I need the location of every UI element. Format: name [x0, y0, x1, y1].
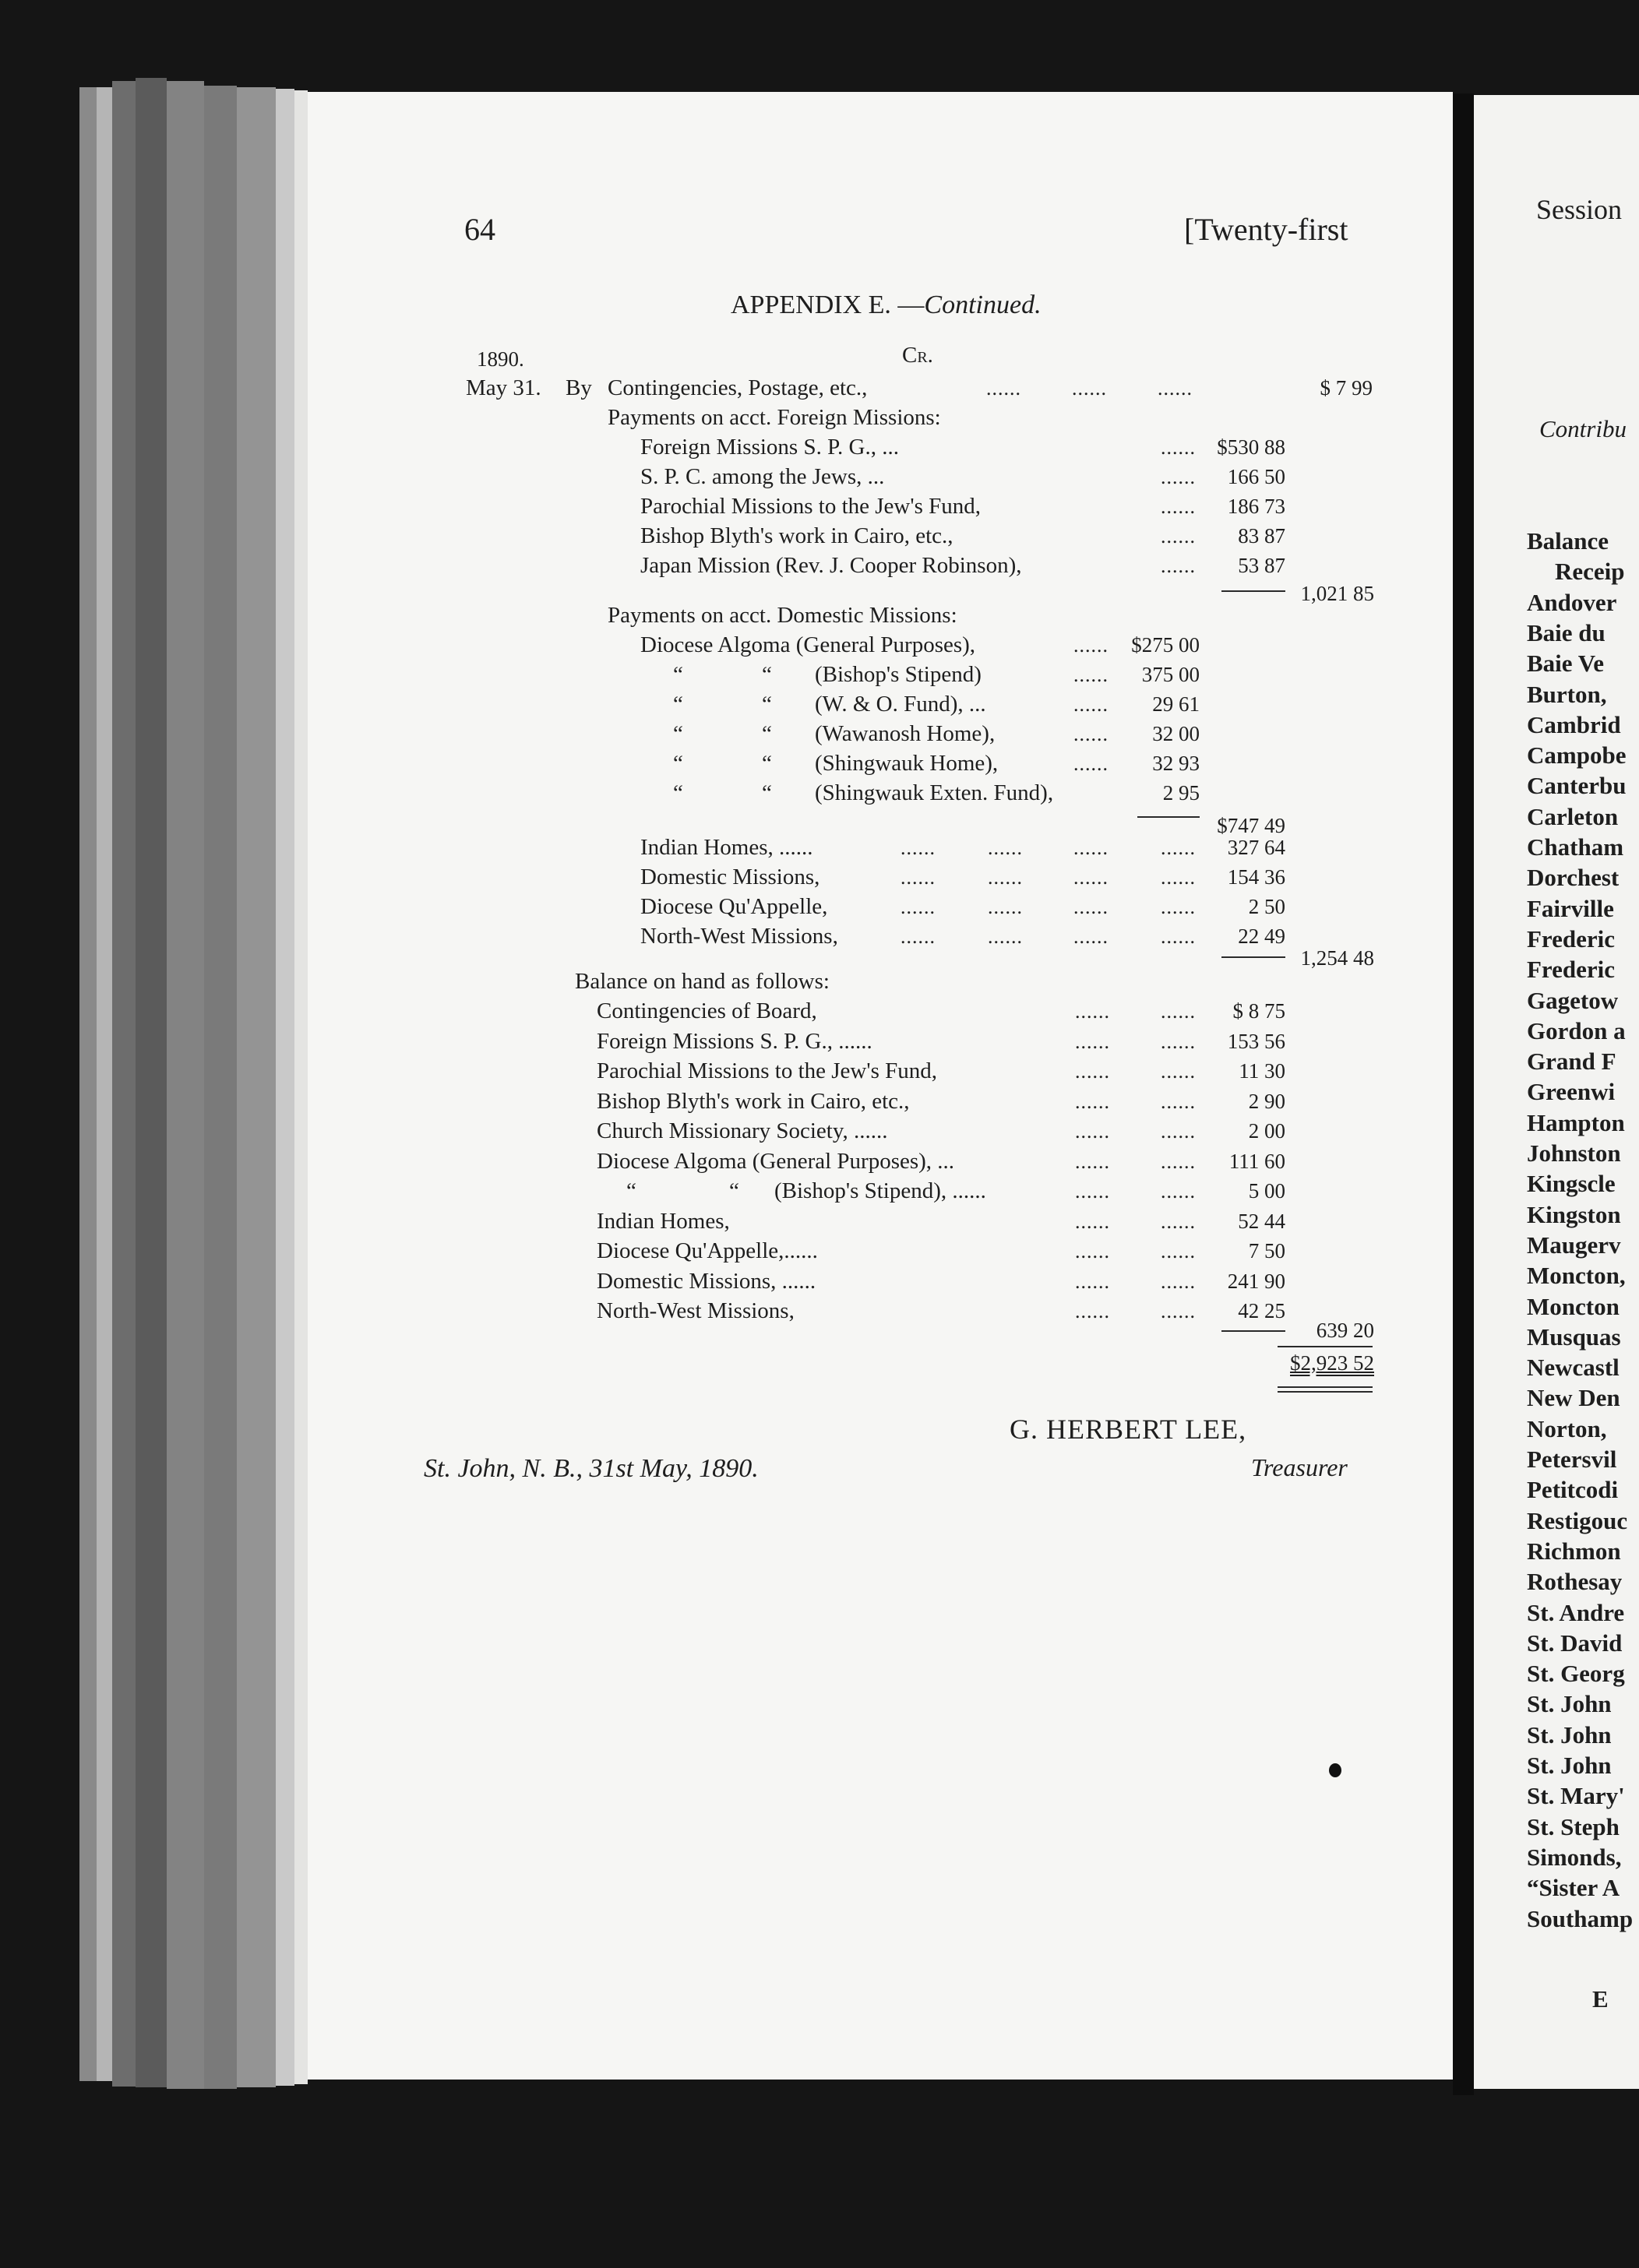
page-number: 64: [464, 212, 495, 247]
algoma-item-amount: 32 93: [1152, 752, 1200, 775]
balance-item-amount: 5 00: [1248, 1179, 1285, 1203]
right-page-line: Chatham: [1527, 833, 1624, 861]
right-page-line: Moncton,: [1527, 1262, 1626, 1290]
right-page-line: Cambrid: [1527, 710, 1621, 738]
algoma-item-amount: 2 95: [1162, 781, 1200, 805]
leader-dots: ......: [1158, 377, 1193, 400]
right-page-line: Kingscle: [1527, 1170, 1616, 1198]
page-edge: [276, 89, 294, 2086]
right-page-line: Petersvil: [1527, 1446, 1617, 1473]
leader-dots: ......: [1075, 1060, 1110, 1083]
domestic-item-label: Domestic Missions,: [640, 865, 820, 889]
algoma-item-label: (Wawanosh Home),: [815, 721, 996, 746]
treasurer-name: G. HERBERT LEE,: [1010, 1414, 1247, 1445]
balance-item-amount: 42 25: [1238, 1299, 1285, 1322]
right-page-line: St. Andre: [1527, 1598, 1625, 1626]
leader-dots: ......: [1075, 1300, 1110, 1322]
leader-dots: ......: [1075, 1120, 1110, 1143]
balance-item-amount: 241 90: [1227, 1269, 1285, 1293]
balance-item-amount: $ 8 75: [1232, 999, 1285, 1023]
entry-by: By: [566, 375, 592, 400]
leader-dots: ......: [1073, 664, 1109, 686]
right-page-line: “Sister A: [1527, 1874, 1620, 1902]
right-page-line: Dorchest: [1527, 864, 1620, 892]
right-italic-heading: Contribu: [1539, 415, 1627, 442]
balance-item-amount: 11 30: [1239, 1059, 1285, 1083]
ink-spot: [1329, 1763, 1341, 1777]
page-edge: [204, 86, 237, 2089]
right-page-line: Norton,: [1527, 1414, 1607, 1442]
right-page-line: Baie du: [1527, 618, 1606, 646]
leader-dots: ......: [1161, 1240, 1196, 1263]
ditto-mark: “: [762, 662, 772, 687]
algoma-item-amount: $275 00: [1131, 633, 1200, 657]
ditto-mark: “: [673, 780, 683, 805]
leader-dots: ......: [901, 896, 936, 918]
right-page-line: St. John: [1527, 1752, 1612, 1779]
right-page-line: Frederic: [1527, 924, 1616, 953]
right-page-line: St. Georg: [1527, 1660, 1625, 1688]
leader-dots: ......: [1161, 1270, 1196, 1293]
right-page-line: Southamp: [1527, 1904, 1634, 1932]
balance-heading: Balance on hand as follows:: [575, 969, 830, 994]
domestic-item-amount: 327 64: [1227, 836, 1285, 859]
balance-item-label: Bishop Blyth's work in Cairo, etc.,: [597, 1088, 910, 1114]
leader-dots: ......: [1073, 896, 1109, 918]
leader-dots: ......: [1072, 377, 1107, 400]
balance-item-amount: 2 90: [1248, 1089, 1285, 1113]
algoma-item-amount: 29 61: [1152, 692, 1200, 716]
leader-dots: ......: [1161, 525, 1196, 548]
leader-dots: ......: [1161, 1090, 1196, 1113]
page-edge: [294, 90, 308, 2084]
balance-item-label: Foreign Missions S. P. G., ......: [597, 1028, 872, 1054]
right-page-line: Newcastl: [1527, 1354, 1620, 1382]
right-page-line: Campobe: [1527, 741, 1627, 770]
foreign-item-label: Bishop Blyth's work in Cairo, etc.,: [640, 523, 953, 548]
right-page-line: Greenwi: [1527, 1078, 1616, 1106]
balance-item-label: Church Missionary Society, ......: [597, 1118, 888, 1143]
foreign-heading: Payments on acct. Foreign Missions:: [608, 405, 941, 430]
domestic-item-label: North-West Missions,: [640, 924, 838, 949]
algoma-item-label: (Shingwauk Home),: [815, 751, 999, 776]
grand-total-underline: [1278, 1386, 1373, 1388]
page-edge: [79, 87, 97, 2081]
leader-dots: ......: [1161, 1030, 1196, 1053]
right-page-line: Richmon: [1527, 1537, 1621, 1565]
leader-dots: ......: [901, 866, 936, 889]
grand-total: $2,923 52: [1290, 1351, 1374, 1375]
ditto-mark: “: [673, 692, 683, 717]
right-page-line: Rothesay: [1527, 1568, 1623, 1596]
leader-dots: ......: [1161, 1000, 1196, 1023]
leader-dots: ......: [1073, 693, 1109, 716]
leader-dots: ......: [1075, 1240, 1110, 1263]
right-page-line: Johnston: [1527, 1139, 1621, 1167]
balance-item-label: Diocese Qu'Appelle,......: [597, 1238, 818, 1263]
domestic-item-label: Indian Homes, ......: [640, 835, 813, 860]
algoma-item-label: (Shingwauk Exten. Fund),: [815, 780, 1054, 805]
domestic-item-amount: 2 50: [1248, 895, 1285, 918]
leader-dots: ......: [1075, 1180, 1110, 1203]
foreign-item-amount: $530 88: [1217, 435, 1285, 459]
ditto-mark: “: [729, 1178, 739, 1203]
ditto-mark: “: [626, 1178, 636, 1203]
contingencies-amount: $ 7 99: [1320, 376, 1373, 400]
balance-total: 639 20: [1316, 1319, 1374, 1342]
right-page-line: Canterbu: [1527, 772, 1627, 800]
right-page-line: St. John: [1527, 1720, 1612, 1749]
balance-item-amount: 7 50: [1248, 1239, 1285, 1263]
algoma-item-label: (Bishop's Stipend): [815, 662, 982, 687]
leader-dots: ......: [901, 836, 936, 859]
foreign-total: 1,021 85: [1300, 582, 1374, 605]
leader-dots: ......: [1073, 752, 1109, 775]
balance-item-amount: 52 44: [1238, 1209, 1285, 1233]
leader-dots: ......: [1073, 925, 1109, 948]
balance-item-label: Contingencies of Board,: [597, 998, 817, 1023]
right-page-line: St. Mary': [1527, 1782, 1625, 1810]
leader-dots: ......: [1161, 466, 1196, 488]
right-page-line: St. John: [1527, 1690, 1612, 1718]
right-page-line: Receip: [1555, 558, 1625, 586]
ditto-mark: “: [762, 751, 772, 776]
ditto-mark: “: [673, 721, 683, 746]
domestic-heading: Payments on acct. Domestic Missions:: [608, 603, 957, 628]
grand-total-underline: [1278, 1391, 1373, 1393]
foreign-item-label: Parochial Missions to the Jew's Fund,: [640, 494, 981, 519]
foreign-item-amount: 186 73: [1227, 495, 1285, 518]
algoma-item-amount: 32 00: [1152, 722, 1200, 745]
cr-heading: Cr.: [902, 343, 933, 368]
running-title: [Twenty-first: [1184, 212, 1348, 247]
algoma-item-label: (W. & O. Fund), ...: [815, 692, 986, 717]
page-edge: [97, 87, 112, 2081]
leader-dots: ......: [1161, 836, 1196, 859]
right-page-line: Fairville: [1527, 894, 1614, 922]
ditto-mark: “: [762, 721, 772, 746]
leader-dots: ......: [1075, 1210, 1110, 1233]
leader-dots: ......: [988, 836, 1023, 859]
domestic-item-label: Diocese Qu'Appelle,: [640, 894, 828, 919]
right-page-line: Baie Ve: [1527, 650, 1605, 678]
leader-dots: ......: [1075, 1090, 1110, 1113]
right-page-line: Kingston: [1527, 1200, 1621, 1228]
right-page-line: Gordon a: [1527, 1016, 1626, 1044]
right-running-title: Session: [1536, 194, 1623, 225]
leader-dots: ......: [1161, 1210, 1196, 1233]
book-gutter: [1453, 93, 1474, 2095]
foreign-item-label: S. P. C. among the Jews, ...: [640, 464, 885, 489]
grand-total-rule: [1278, 1346, 1373, 1347]
right-page-line: St. Steph: [1527, 1812, 1620, 1840]
leader-dots: ......: [901, 925, 936, 948]
algoma-total: $747 49: [1217, 814, 1285, 837]
balance-item-label: Diocese Algoma (General Purposes), ...: [597, 1148, 955, 1174]
page-edge: [237, 87, 276, 2087]
balance-item-amount: 111 60: [1228, 1149, 1285, 1173]
page-edge: [167, 81, 204, 2089]
leader-dots: ......: [1161, 1150, 1196, 1173]
right-page-line: Maugerv: [1527, 1231, 1621, 1259]
leader-dots: ......: [1075, 1150, 1110, 1173]
right-page-line: Frederic: [1527, 956, 1616, 984]
right-page-line: Andover: [1527, 588, 1617, 616]
right-page-line: Restigouc: [1527, 1506, 1628, 1534]
entry-year: 1890.: [477, 347, 524, 371]
leader-dots: ......: [988, 866, 1023, 889]
right-page-line: Musquas: [1527, 1322, 1621, 1351]
leader-dots: ......: [1161, 896, 1196, 918]
balance-item-label: Domestic Missions, ......: [597, 1268, 816, 1294]
leader-dots: ......: [988, 925, 1023, 948]
foreign-item-amount: 166 50: [1227, 465, 1285, 488]
foreign-item-label: Foreign Missions S. P. G., ...: [640, 435, 899, 460]
balance-item-label: Indian Homes,: [597, 1208, 730, 1234]
right-page-line: Burton,: [1527, 680, 1607, 708]
leader-dots: ......: [1075, 1000, 1110, 1023]
leader-dots: ......: [1073, 634, 1109, 657]
right-page-line: Carleton: [1527, 802, 1619, 830]
algoma-item-amount: 375 00: [1141, 663, 1200, 686]
appendix-title: [731, 290, 1042, 321]
leader-dots: ......: [1161, 1180, 1196, 1203]
domestic-total: 1,254 48: [1300, 946, 1374, 970]
right-page-line: Petitcodi: [1527, 1476, 1619, 1504]
leader-dots: ......: [1161, 866, 1196, 889]
ditto-mark: “: [762, 692, 772, 717]
leader-dots: ......: [1161, 555, 1196, 577]
leader-dots: ......: [988, 896, 1023, 918]
appendix-continued: Continued.: [924, 291, 1042, 319]
foreign-item-amount: 83 87: [1238, 524, 1285, 548]
balance-item-label: Parochial Missions to the Jew's Fund,: [597, 1058, 937, 1083]
appendix-title-main: APPENDIX E. —: [731, 291, 925, 319]
contingencies-label: Contingencies, Postage, etc.,: [608, 375, 868, 400]
balance-item-amount: 153 56: [1227, 1029, 1285, 1053]
right-page-line: St. David: [1527, 1629, 1623, 1657]
leader-dots: ......: [1161, 1120, 1196, 1143]
foreign-item-label: Japan Mission (Rev. J. Cooper Robinson),: [640, 553, 1022, 578]
right-page-line: Hampton: [1527, 1108, 1625, 1136]
foreign-item-amount: 53 87: [1238, 554, 1285, 577]
leader-dots: ......: [1073, 866, 1109, 889]
leader-dots: ......: [1161, 1060, 1196, 1083]
page-edge: [136, 78, 167, 2087]
leader-dots: ......: [1075, 1270, 1110, 1293]
page-edge: [112, 81, 136, 2087]
place-date: St. John, N. B., 31st May, 1890.: [424, 1454, 759, 1483]
entry-date: May 31.: [466, 375, 541, 400]
ditto-mark: “: [762, 780, 772, 805]
balance-item-label: (Bishop's Stipend), ......: [774, 1178, 986, 1203]
right-page-line: Simonds,: [1527, 1843, 1622, 1871]
balance-item-amount: 2 00: [1248, 1119, 1285, 1143]
balance-item-label: North-West Missions,: [597, 1298, 795, 1323]
leader-dots: ......: [1073, 723, 1109, 745]
leader-dots: ......: [1075, 1030, 1110, 1053]
right-page-line: Grand F: [1527, 1048, 1616, 1076]
leader-dots: ......: [986, 377, 1021, 400]
leader-dots: ......: [1161, 436, 1196, 459]
right-page-line: New Den: [1527, 1384, 1620, 1412]
leader-dots: ......: [1073, 836, 1109, 859]
domestic-item-amount: 154 36: [1227, 865, 1285, 889]
treasurer-title: Treasurer: [1251, 1453, 1348, 1481]
leader-dots: ......: [1161, 925, 1196, 948]
ditto-mark: “: [673, 662, 683, 687]
right-page-line: Balance: [1527, 527, 1609, 555]
ditto-mark: “: [673, 751, 683, 776]
leader-dots: ......: [1161, 495, 1196, 518]
right-footer-letter: E: [1592, 1985, 1609, 2013]
right-page-line: Gagetow: [1527, 986, 1619, 1014]
domestic-item-amount: 22 49: [1238, 924, 1285, 948]
algoma-item-label: Diocese Algoma (General Purposes),: [640, 632, 976, 657]
right-page-line: Moncton: [1527, 1292, 1620, 1320]
leader-dots: ......: [1161, 1300, 1196, 1322]
